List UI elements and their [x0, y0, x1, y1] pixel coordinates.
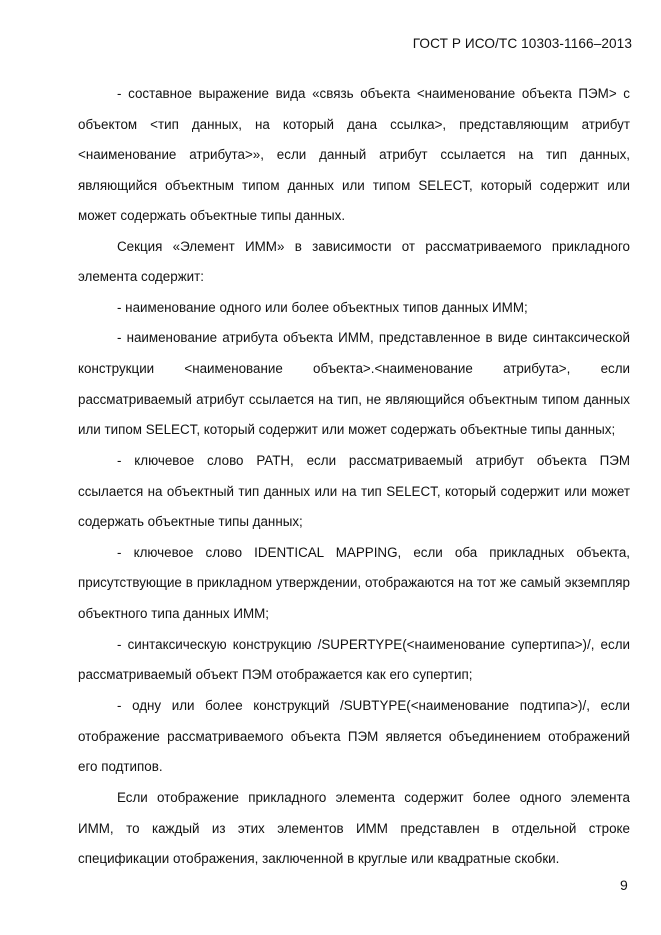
- list-item-line: - ключевое слово PATH, если рассматриваемый атрибут объекта ПЭМ: [117, 453, 630, 468]
- text-line: содержать объектные типы данных;: [78, 514, 303, 529]
- text-line: ИММ, то каждый из этих элементов ИММ представлен в отдельной строке: [78, 821, 630, 836]
- text-line: <наименование атрибута>», если данный атрибут ссылается на тип данных,: [78, 147, 630, 162]
- list-item-line: - одну или более конструкций /SUBTYPE(<наименование подтипа>)/, если: [117, 698, 630, 713]
- text-line: ссылается на объектный тип данных или на тип SELECT, который содержит или может: [78, 484, 630, 499]
- text-line: рассматриваемый объект ПЭМ отображается как его супертип;: [78, 667, 473, 682]
- text-line: присутствующие в прикладном утверждении, отображаются на тот же самый экземпляр: [78, 575, 630, 590]
- text-line: спецификации отображения, заключенной в круглые или квадратные скобки.: [78, 851, 560, 866]
- text-line: рассматриваемый атрибут ссылается на тип, не являющийся объектным типом данных: [78, 392, 630, 407]
- text-line: являющийся объектным типом данных или типом SELECT, который содержит или: [78, 178, 630, 193]
- text-line: Если отображение прикладного элемента содержит более одного элемента: [117, 790, 630, 805]
- text-line: Секция «Элемент ИММ» в зависимости от рассматриваемого прикладного: [117, 239, 630, 254]
- text-line: элемента содержит:: [78, 269, 204, 284]
- text-line: отображение рассматриваемого объекта ПЭМ является объединением отображений: [78, 729, 630, 744]
- page-number: 9: [620, 877, 628, 893]
- text-line: объектом <тип данных, на который дана ссылка>, представляющим атрибут: [78, 117, 630, 132]
- text-line: объектного типа данных ИММ;: [78, 606, 270, 621]
- text-line: конструкции <наименование объекта>.<наименование атрибута>, если: [78, 361, 630, 376]
- list-item-line: - синтаксическую конструкцию /SUPERTYPE(<наименование супертипа>)/, если: [117, 637, 630, 652]
- text-line: - составное выражение вида «связь объекта <наименование объекта ПЭМ> с: [117, 86, 630, 101]
- text-line: его подтипов.: [78, 759, 163, 774]
- list-item-line: - ключевое слово IDENTICAL MAPPING, если оба прикладных объекта,: [117, 545, 630, 560]
- list-item-line: - наименование одного или более объектных типов данных ИММ;: [117, 300, 528, 315]
- text-line: может содержать объектные типы данных.: [78, 208, 346, 223]
- list-item-line: - наименование атрибута объекта ИММ, представленное в виде синтаксической: [117, 330, 630, 345]
- text-line: или типом SELECT, который содержит или может содержать объектные типы данных;: [78, 422, 616, 437]
- document-standard-header: ГОСТ Р ИСО/ТС 10303-1166–2013: [412, 36, 632, 51]
